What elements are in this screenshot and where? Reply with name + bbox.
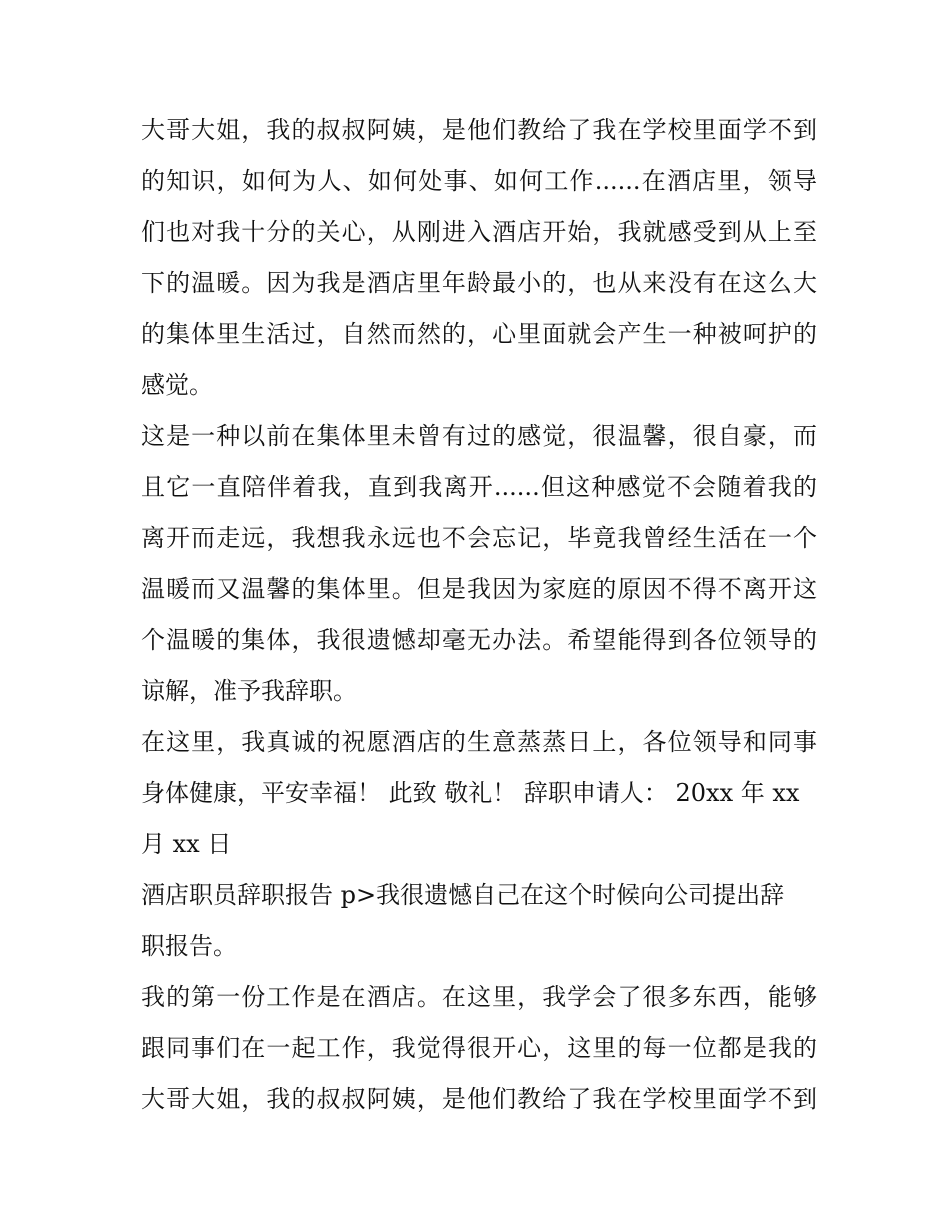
text-line: 大哥大姐，我的叔叔阿姨，是他们教给了我在学校里面学不到 (141, 1085, 817, 1113)
text-line: 大哥大姐，我的叔叔阿姨，是他们教给了我在学校里面学不到 (141, 116, 817, 144)
text-line: 感觉。 (141, 371, 213, 399)
text-line: 离开而走远，我想我永远也不会忘记，毕竟我曾经生活在一个 (141, 524, 817, 552)
text-line: 这是一种以前在集体里未曾有过的感觉，很温馨，很自豪，而 (141, 422, 817, 450)
text-line: 我的第一份工作是在酒店。在这里，我学会了很多东西，能够 (141, 983, 817, 1011)
text-line: 的知识，如何为人、如何处事、如何工作......在酒店里，领导 (141, 167, 817, 195)
text-line: 下的温暖。因为我是酒店里年龄最小的，也从来没有在这么大 (141, 269, 817, 297)
text-line: 谅解，准予我辞职。 (141, 677, 357, 705)
text-line: 的集体里生活过，自然而然的，心里面就会产生一种被呵护的 (141, 320, 817, 348)
text-line: 职报告。 (141, 932, 237, 960)
text-line: 跟同事们在一起工作，我觉得很开心，这里的每一位都是我的 (141, 1034, 817, 1062)
text-line: 温暖而又温馨的集体里。但是我因为家庭的原因不得不离开这 (141, 575, 817, 603)
document-body (141, 105, 817, 1125)
text-line: 在这里，我真诚的祝愿酒店的生意蒸蒸日上，各位领导和同事 (141, 728, 817, 756)
text-line: 酒店职员辞职报告 p>我很遗憾自己在这个时候向公司提出辞 (141, 881, 785, 909)
text-line: 们也对我十分的关心，从刚进入酒店开始，我就感受到从上至 (141, 218, 817, 246)
text-line: 身体健康，平安幸福！ 此致 敬礼！ 辞职申请人： 20xx 年 xx (141, 779, 800, 807)
text-line: 月 xx 日 (141, 830, 232, 858)
text-line: 且它一直陪伴着我，直到我离开......但这种感觉不会随着我的 (141, 473, 817, 501)
text-line: 个温暖的集体，我很遗憾却毫无办法。希望能得到各位领导的 (141, 626, 817, 654)
